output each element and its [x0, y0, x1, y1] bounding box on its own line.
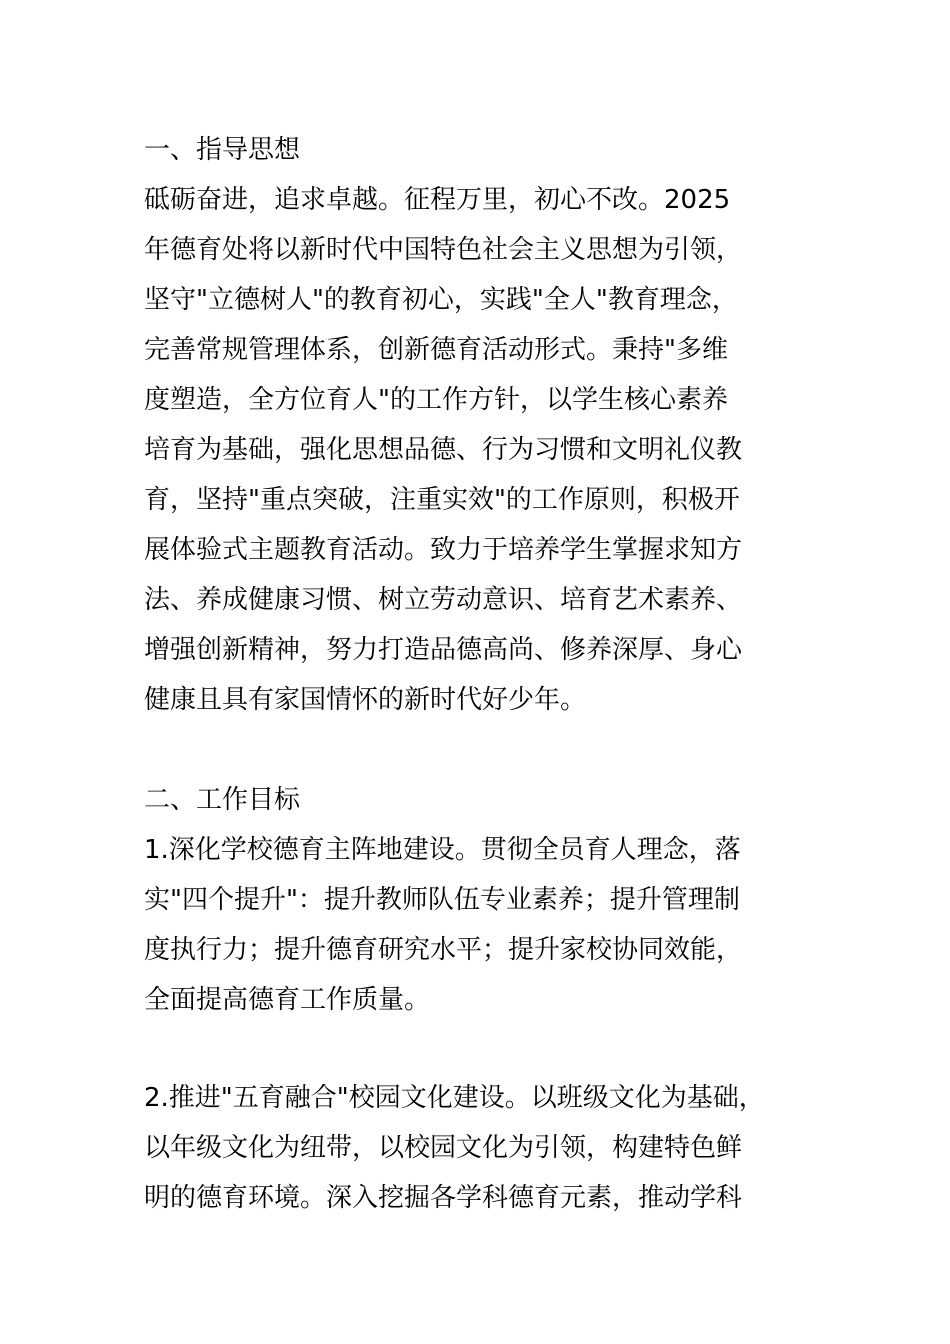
- paragraph-line: 坚守"立德树人"的教育初心，实践"全人"教育理念，: [144, 285, 738, 315]
- paragraph-line: 砥砺奋进，追求卓越。征程万里，初心不改。2025: [144, 185, 731, 215]
- paragraph-line: 育，坚持"重点突破，注重实效"的工作原则，积极开: [144, 485, 740, 515]
- goal-2-line: 明的德育环境。深入挖掘各学科德育元素，推动学科: [144, 1183, 743, 1213]
- goal-2-line: 2.推进"五育融合"校园文化建设。以班级文化为基础，: [144, 1083, 765, 1113]
- goal-1-line: 全面提高德育工作质量。: [144, 985, 431, 1015]
- paragraph-line: 法、养成健康习惯、树立劳动意识、培育艺术素养、: [144, 585, 743, 615]
- paragraph-line: 年德育处将以新时代中国特色社会主义思想为引领，: [144, 235, 743, 265]
- paragraph-line: 度塑造，全方位育人"的工作方针，以学生核心素养: [144, 385, 728, 415]
- section-heading-work-goals: 二、工作目标: [144, 785, 301, 815]
- goal-1-line: 1.深化学校德育主阵地建设。贯彻全员育人理念，落: [144, 835, 741, 865]
- paragraph-line: 完善常规管理体系，创新德育活动形式。秉持"多维: [144, 335, 728, 365]
- paragraph-line: 增强创新精神，努力打造品德高尚、修养深厚、身心: [144, 635, 743, 665]
- paragraph-line: 健康且具有家国情怀的新时代好少年。: [144, 685, 587, 715]
- section-heading-guiding-ideology: 一、指导思想: [144, 135, 301, 165]
- goal-1-line: 实"四个提升"：提升教师队伍专业素养；提升管理制: [144, 885, 740, 915]
- goal-2-line: 以年级文化为纽带，以校园文化为引领，构建特色鲜: [144, 1133, 743, 1163]
- paragraph-line: 展体验式主题教育活动。致力于培养学生掌握求知方: [144, 535, 743, 565]
- goal-1-line: 度执行力；提升德育研究水平；提升家校协同效能，: [144, 935, 743, 965]
- paragraph-line: 培育为基础，强化思想品德、行为习惯和文明礼仪教: [144, 435, 743, 465]
